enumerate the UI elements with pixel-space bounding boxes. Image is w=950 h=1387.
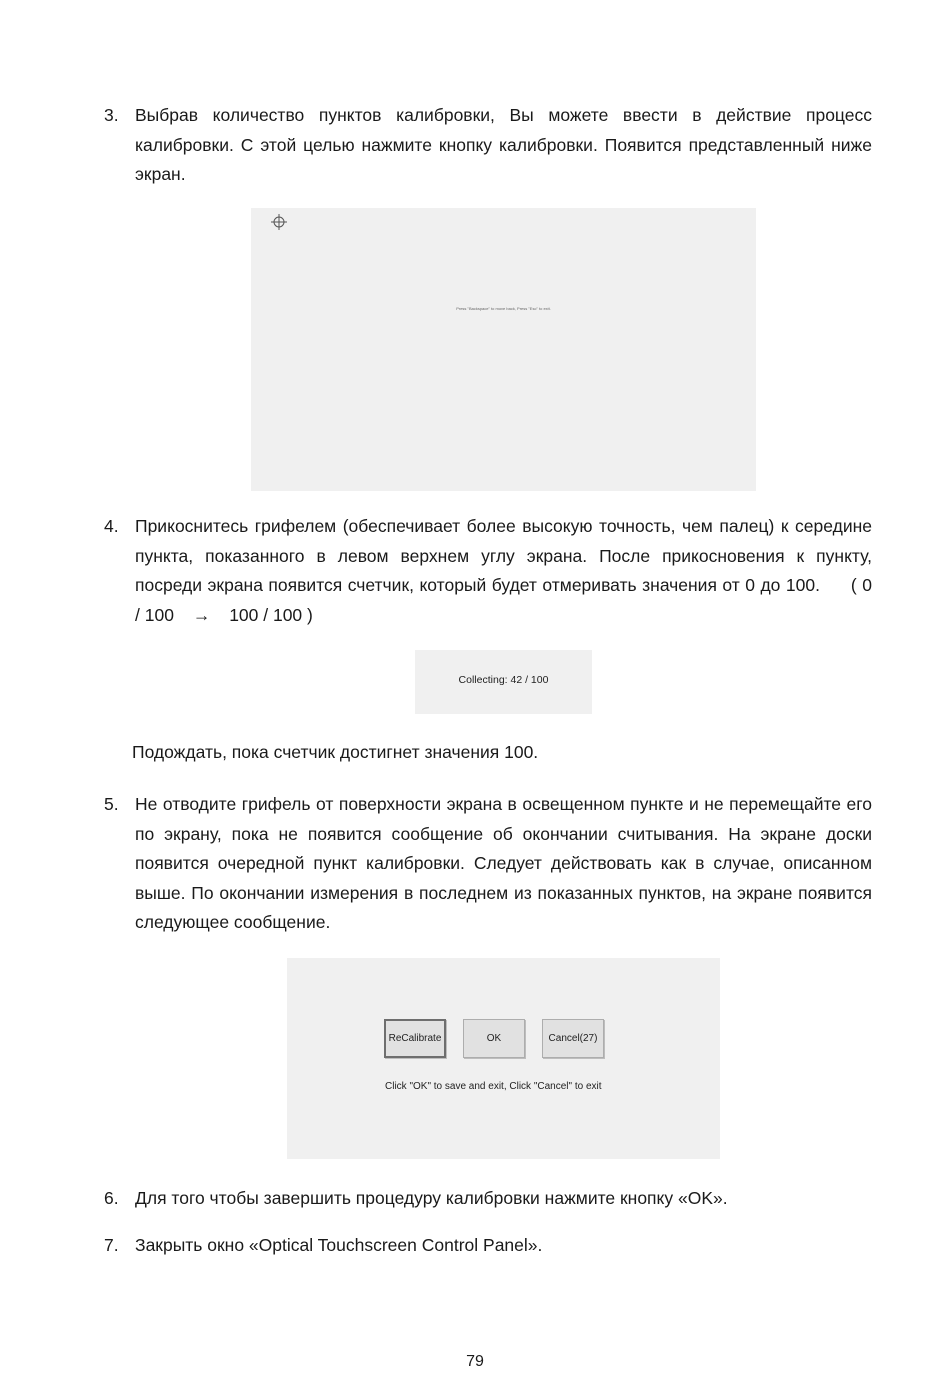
step-4 <box>104 512 872 630</box>
step-number: 4. <box>104 516 119 536</box>
step-text: Для того чтобы завершить процедуру калибровки нажмите кнопку «OK». <box>135 1188 728 1208</box>
step-number: 5. <box>104 794 119 814</box>
calibration-hint: Press "Backspace" to move back, Press "Esc" to exit. <box>456 306 551 311</box>
range-start: ( 0 / 100 <box>135 575 872 625</box>
step-text: Прикоснитесь грифелем (обеспечивает более высокую точность, чем палец) к середине пункта, показанного в левом верхнем углу экрана. После прикосновения к пункту, посреди экрана появится счетчик, который будет отмеривать значения от 0 до 100. <box>135 516 872 595</box>
counter-screen <box>415 650 592 714</box>
step-number: 7. <box>104 1235 119 1255</box>
step-7 <box>104 1231 872 1261</box>
collecting-counter: Collecting: 42 / 100 <box>458 674 549 686</box>
step-6 <box>104 1184 872 1214</box>
wait-note: Подождать, пока счетчик достигнет значения 100. <box>132 742 539 762</box>
cancel-button[interactable]: Cancel(27) <box>542 1019 604 1058</box>
page-number: 79 <box>466 1353 484 1370</box>
step-number: 3. <box>104 105 119 125</box>
arrow-right-icon: → <box>192 604 211 625</box>
step-text: Не отводите грифель от поверхности экрана в освещенном пункте и не перемещайте его по экрану, пока не появится сообщение об окончании считывания. На экране доски появится очередной пункт калибровки. Следует действовать как в случае, описанном выше. По окончании измерения в последнем из показанных пунктов, на экране появится следующее сообщение. <box>135 794 872 932</box>
step-text: Выбрав количество пунктов калибровки, Вы можете ввести в действие процесс калибровки. С этой целью нажмите кнопку калибровки. Появится представленный ниже экран. <box>135 105 872 184</box>
dialog-message: Click "OK" to save and exit, Click "Cancel" to exit <box>385 1081 602 1092</box>
recalibrate-button[interactable]: ReCalibrate <box>384 1019 446 1058</box>
step-text: Закрыть окно «Optical Touchscreen Control Panel». <box>135 1235 543 1255</box>
step-5 <box>104 790 872 938</box>
ok-button[interactable]: OK <box>463 1019 525 1058</box>
finish-dialog <box>287 958 720 1159</box>
crosshair-icon <box>271 214 287 230</box>
step-3 <box>104 101 872 190</box>
calibration-screen <box>251 208 756 491</box>
step-number: 6. <box>104 1188 119 1208</box>
range-end: 100 / 100 ) <box>229 604 313 625</box>
